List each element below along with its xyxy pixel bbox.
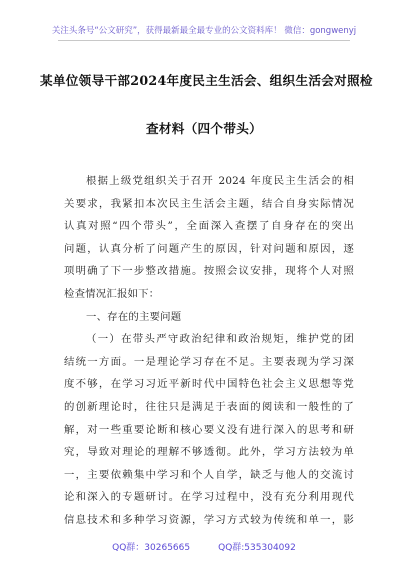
- section-heading: 一、存在的主要问题: [86, 310, 182, 323]
- header-promo-note: 关注头条号“公文研究”，获得最新最全最专业的公文资料库！ 微信：gongwenyj: [51, 26, 357, 36]
- body-line: 论和深入的专题研讨。在学习过程中，没有充分利用现代: [64, 491, 354, 504]
- document-title-line-2: 查材料（四个带头）: [145, 121, 263, 136]
- body-line: 度不够，在学习习近平新时代中国特色社会主义思想等党: [64, 378, 354, 391]
- body-line: 信息技术和多种学习资源，学习方式较为传统和单一，影: [64, 513, 354, 526]
- body-line: 结统一方面。一是理论学习存在不足。主要表现为学习深: [64, 355, 354, 368]
- document-body: [64, 170, 354, 532]
- footer-qq-group-2: QQ群:535304092: [218, 543, 296, 553]
- footer-qq-group-1: QQ群：30265665: [112, 543, 191, 553]
- document-title-line-1: 某单位领导干部2024年度民主生活会、组织生活会对照检: [40, 73, 373, 88]
- header-divider: [58, 40, 350, 41]
- body-line: 的创新理论时，往往只是满足于表面的阅读和一般性的了: [64, 400, 354, 413]
- body-line: （一）在带头严守政治纪律和政治规矩，维护党的团: [86, 333, 354, 346]
- body-line: 究，导致对理论的理解不够透彻。此外，学习方法较为单: [64, 446, 354, 459]
- footer-contact: [0, 540, 408, 553]
- body-line: 检查情况汇报如下：: [64, 287, 160, 300]
- body-line: 根据上级党组织关于召开 2024 年度民主生活会的相: [86, 175, 354, 187]
- body-line: 一，主要依赖集中学习和个人自学，缺乏与他人的交流讨: [64, 468, 354, 481]
- body-line: 关要求，我紧扣本次民主生活会主题，结合自身实际情况: [64, 197, 354, 210]
- body-line: 项明确了下一步整改措施。按照会议安排，现将个人对照: [64, 265, 354, 278]
- body-line: 解，对一些重要论断和核心要义没有进行深入的思考和研: [64, 423, 354, 436]
- body-line: 问题，认真分析了问题产生的原因，针对问题和原因，逐: [64, 242, 354, 255]
- body-line: 认真对照“四个带头”，全面深入查摆了自身存在的突出: [64, 220, 354, 233]
